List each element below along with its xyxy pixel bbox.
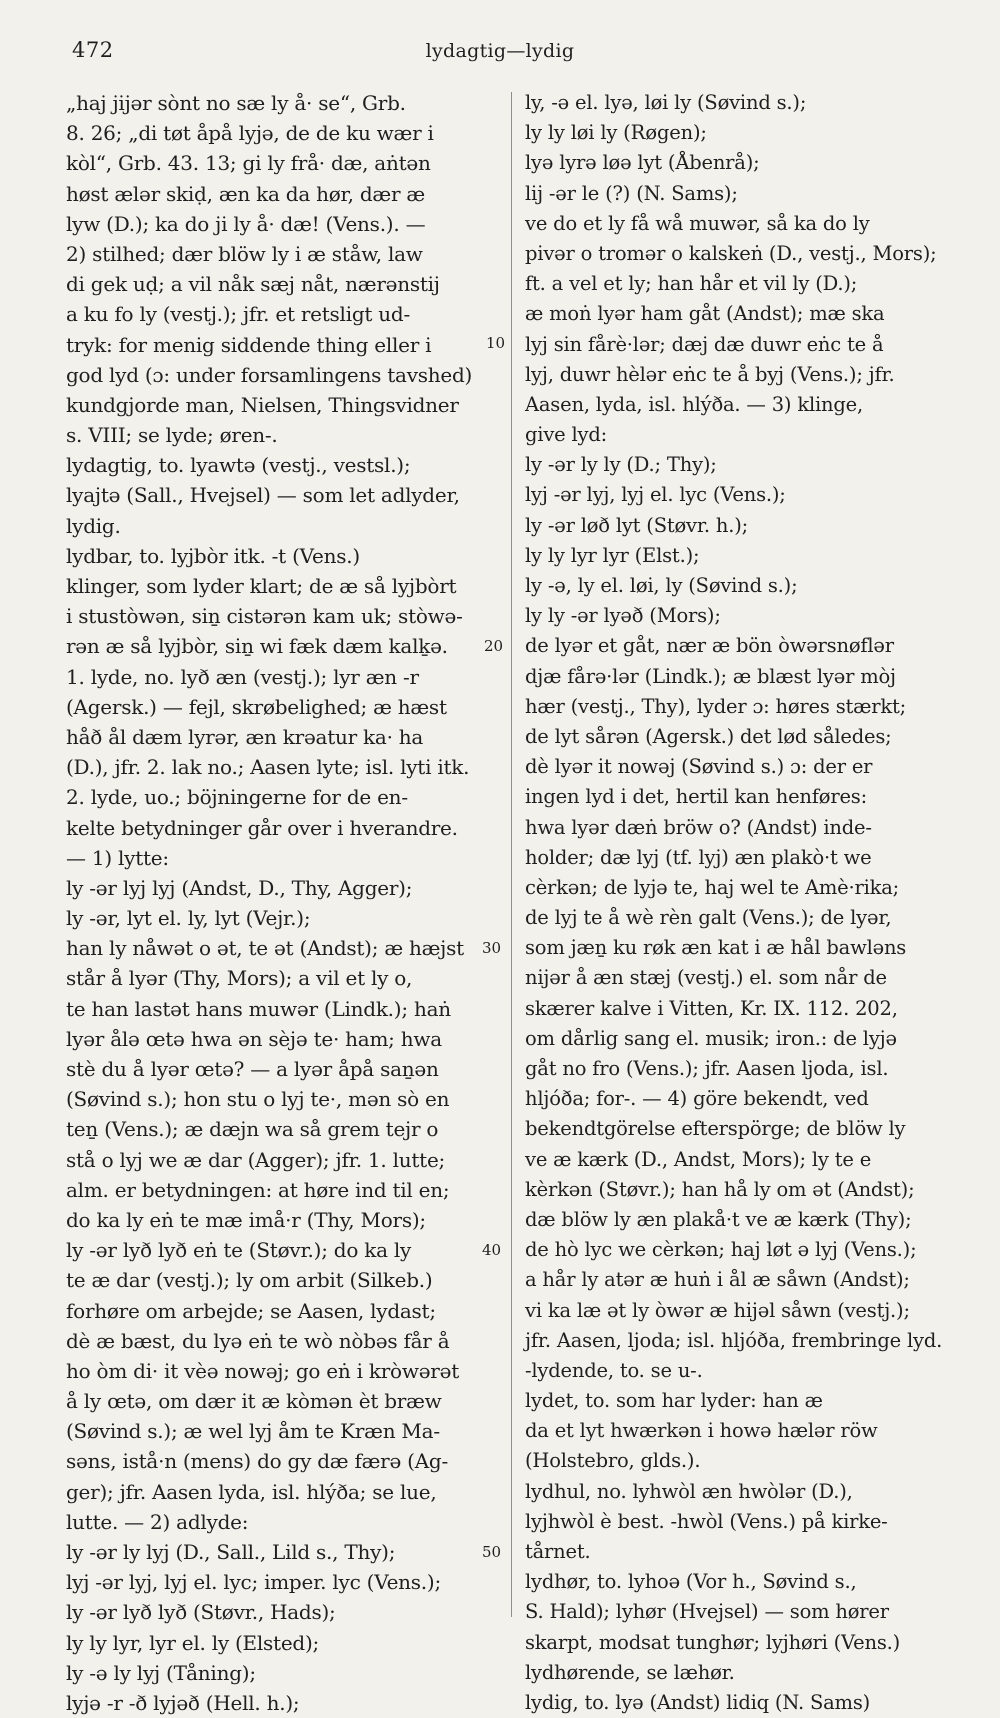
right-column-line-23: dè lyər it nowəj (Søvind s.) ɔ: der er xyxy=(525,755,873,779)
left-column-line-52: ly ly lyr, lyr el. ly (Elsted); xyxy=(66,1630,320,1655)
left-column-line-12: s. VIII; se lyde; øren-. xyxy=(66,423,278,448)
right-column-line-49: tårnet. xyxy=(525,1540,591,1563)
line-number-40: 40 xyxy=(482,1241,502,1259)
left-column-line-17: klinger, som lyder klart; de æ så lyjbòrt xyxy=(66,574,457,598)
right-column-line-15: ly -ər løð lyt (Støvr. h.); xyxy=(525,513,748,537)
left-column-line-41: forhøre om arbejde; se Aasen, lydast; xyxy=(66,1298,436,1323)
line-number-50: 50 xyxy=(482,1543,502,1561)
right-column-line-39: de hò lyc we cèrkən; haj løt ə lyj (Vens.); xyxy=(525,1238,917,1262)
right-column-line-27: cèrkən; de lyjə te, haj wel te Amè·rika; xyxy=(525,875,900,899)
right-column-line-45: da et lyt hwærkən i howə hælər röw xyxy=(525,1419,878,1443)
right-column-line-36: ve æ kærk (D., Andst, Mors); ly te e xyxy=(525,1147,872,1171)
left-column-line-46: səns, istå·n (mens) do gy dæ færə (Ag- xyxy=(66,1449,448,1474)
right-column-line-46: (Holstebro, glds.). xyxy=(525,1449,701,1473)
right-column-line-21: hær (vestj., Thy), lyder ɔ: høres stærkt; xyxy=(525,694,907,718)
right-column-line-20: djæ fårə·lər (Lindk.); æ blæst lyər mòj xyxy=(525,664,896,688)
left-column-line-27: ly -ər lyj lyj (Andst, D., Thy, Agger); xyxy=(66,875,413,900)
right-column-line-35: bekendtgörelse efterspörge; de blöw ly xyxy=(525,1117,906,1141)
left-column-line-22: håð ål dæm lyrər, æn krəatur ka· ha xyxy=(66,724,424,749)
left-column-line-24: 2. lyde, uo.; böjningerne for de en- xyxy=(66,785,408,810)
left-column-line-44: å ly œtə, om dær it æ kòmən èt bræw xyxy=(66,1389,442,1414)
right-column-line-34: hljóða; for-. — 4) göre bekendt, ved xyxy=(525,1087,869,1111)
right-column-line-40: a hår ly atər æ huṅ i ål æ såwn (Andst); xyxy=(525,1268,910,1292)
right-column-line-2: ly ly løi ly (Røgen); xyxy=(525,121,707,145)
left-column-line-37: alm. er betydningen: at høre ind til en; xyxy=(66,1177,450,1202)
right-column-line-1: ly, -ə el. lyə, løi ly (Søvind s.); xyxy=(525,91,807,114)
right-column-line-11: Aasen, lyda, isl. hlýða. — 3) klinge, xyxy=(525,392,864,416)
left-column-line-36: stå o lyj we æ dar (Agger); jfr. 1. lutte; xyxy=(66,1147,446,1172)
left-column-line-53: ly -ə ly lyj (Tåning); xyxy=(66,1660,256,1685)
right-column-line-12: give lyd: xyxy=(525,423,607,447)
left-column-line-30: står å lyər (Thy, Mors); a vil et ly o, xyxy=(66,966,413,991)
left-column-line-21: (Agersk.) — fejl, skrøbelighed; æ hæst xyxy=(66,694,447,719)
line-number-20: 20 xyxy=(484,637,504,655)
left-column-line-43: ho òm di· it vèə nowəj; go eṅ i kròwərət xyxy=(66,1358,459,1383)
right-column-line-29: som jæṉ ku røk æn kat i æ hål bawləns xyxy=(525,936,907,960)
left-column-line-5: lyw (D.); ka do ji ly å· dæ! (Vens.). — xyxy=(66,211,426,236)
left-column-line-2: 8. 26; „di tøt åpå lyjə, de de ku wær i xyxy=(66,121,434,146)
right-column-line-13: ly -ər ly ly (D.; Thy); xyxy=(525,453,717,477)
left-column-line-13: lydagtig, to. lyawtə (vestj., vestsl.); xyxy=(66,453,411,478)
left-column-line-6: 2) stilhed; dær blöw ly i æ ståw, law xyxy=(66,241,423,266)
left-column-line-19: rən æ så lyjbòr, siṉ wi fæk dæm kalḵə. xyxy=(66,634,448,659)
left-column-line-35: teṉ (Vens.); æ dæjn wa så grem tejr o xyxy=(66,1117,439,1142)
right-column-line-17: ly -ə, ly el. løi, ly (Søvind s.); xyxy=(525,574,798,597)
left-column-line-50: lyj -ər lyj, lyj el. lyc; imper. lyc (Vens.); xyxy=(66,1570,441,1595)
right-column-line-43: -lydende, to. se u-. xyxy=(525,1358,703,1382)
left-column-line-15: lydig. xyxy=(66,513,121,538)
right-column-line-6: pivər o tromər o kalskeṅ (D., vestj., Mors); xyxy=(525,241,937,265)
right-column-line-51: S. Hald); lyhør (Hvejsel) — som hører xyxy=(525,1600,889,1624)
right-column-line-8: æ moṅ lyər ham gåt (Andst); mæ ska xyxy=(525,302,885,326)
left-column-line-26: — 1) lytte: xyxy=(66,845,169,870)
left-column-line-8: a ku fo ly (vestj.); jfr. et retsligt ud- xyxy=(66,302,410,327)
right-column-line-7: ft. a vel et ly; han hår et vil ly (D.); xyxy=(525,272,858,296)
right-column-line-30: nijər å æn stæj (vestj.) el. som når de xyxy=(525,966,887,990)
left-column-line-28: ly -ər, lyt el. ly, lyt (Vejr.); xyxy=(66,906,311,931)
right-column-line-28: de lyj te å wè rèn galt (Vens.); de lyər, xyxy=(525,906,892,930)
running-head: lydagtig—lydig xyxy=(425,40,575,62)
right-column-line-53: lydhørende, se læhør. xyxy=(525,1660,735,1684)
left-column-line-1: „haj jijər sònt no sæ ly å· se“, Grb. xyxy=(66,91,406,115)
left-column-line-9: tryk: for menig siddende thing eller i xyxy=(66,332,432,357)
right-column-line-32: om dårlig sang el. musik; iron.: de lyjə xyxy=(525,1026,897,1050)
left-column-line-11: kundgjorde man, Nielsen, Thingsvidner xyxy=(66,392,459,417)
left-column-line-4: høst ælər skiḍ, æn ka da hør, dær æ xyxy=(66,181,425,206)
left-column-line-10: god lyd (ɔ: under forsamlingens tavshed) xyxy=(66,362,473,387)
column-rule xyxy=(511,92,512,1617)
left-column-line-40: te æ dar (vestj.); ly om arbit (Silkeb.) xyxy=(66,1268,433,1293)
right-column-line-25: hwa lyər dæṅ bröw o? (Andst) inde- xyxy=(525,815,872,839)
right-column-line-47: lydhul, no. lyhwòl æn hwòlər (D.), xyxy=(525,1479,853,1503)
right-column xyxy=(525,88,960,1718)
right-column-line-31: skærer kalve i Vitten, Kr. IX. 112. 202, xyxy=(525,996,898,1020)
right-column-line-44: lydet, to. som har lyder: han æ xyxy=(525,1389,823,1413)
left-column-line-47: ger); jfr. Aasen lyda, isl. hlýða; se lue, xyxy=(66,1479,437,1504)
right-column-line-4: lij -ər le (?) (N. Sams); xyxy=(525,181,738,205)
right-column-line-5: ve do et ly få wå muwər, så ka do ly xyxy=(525,211,870,235)
right-column-line-14: lyj -ər lyj, lyj el. lyc (Vens.); xyxy=(525,483,786,507)
right-column-line-37: kèrkən (Støvr.); han hå ly om ət (Andst); xyxy=(525,1177,915,1201)
left-column-line-54: lyjə -r -ð lyjəð (Hell. h.); xyxy=(66,1690,300,1715)
right-column-line-22: de lyt sårən (Agersk.) det lød således; xyxy=(525,724,892,748)
right-column-line-52: skarpt, modsat tunghør; lyjhøri (Vens.) xyxy=(525,1630,901,1654)
right-column-line-19: de lyər et gåt, nær æ bön òwərsnøflər xyxy=(525,634,894,658)
left-column-line-7: di gek uḍ; a vil nåk sæj nåt, nærənstij xyxy=(66,272,440,297)
left-column-line-25: kelte betydninger går over i hverandre. xyxy=(66,815,458,840)
right-column-line-3: lyə lyrə løə lyt (Åbenrå); xyxy=(525,151,760,175)
left-column-line-33: stè du å lyər œtə? — a lyər åpå saṉən xyxy=(66,1057,439,1081)
left-column-line-32: lyər ålə œtə hwa ən sèjə te· ham; hwa xyxy=(66,1026,442,1051)
left-column-line-48: lutte. — 2) adlyde: xyxy=(66,1509,249,1534)
left-column-line-14: lyajtə (Sall., Hvejsel) — som let adlyder, xyxy=(66,483,460,508)
left-column-line-16: lydbar, to. lyjbòr itk. -t (Vens.) xyxy=(66,543,360,568)
right-column-line-54: lydig, to. lyə (Andst) lidiq (N. Sams) xyxy=(525,1690,871,1714)
left-column-line-29: han ly nåwət o ət, te ət (Andst); æ hæjst xyxy=(66,936,464,961)
left-column-line-23: (D.), jfr. 2. lak no.; Aasen lyte; isl. lyti itk. xyxy=(66,755,470,780)
right-column-line-38: dæ blöw ly æn plakå·t ve æ kærk (Thy); xyxy=(525,1207,912,1231)
left-column-line-38: do ka ly eṅ te mæ imå·r (Thy, Mors); xyxy=(66,1207,426,1232)
left-column-line-45: (Søvind s.); æ wel lyj åm te Kræn Ma- xyxy=(66,1419,440,1444)
right-column-line-33: gåt no fro (Vens.); jfr. Aasen ljoda, isl. xyxy=(525,1057,889,1080)
left-column-line-39: ly -ər lyð lyð eṅ te (Støvr.); do ka ly xyxy=(66,1238,412,1263)
right-column-line-48: lyjhwòl è best. -hwòl (Vens.) på kirke- xyxy=(525,1509,888,1533)
line-number-10: 10 xyxy=(486,334,506,352)
left-column-line-20: 1. lyde, no. lyð æn (vestj.); lyr æn -r xyxy=(66,664,419,689)
right-column-line-24: ingen lyd i det, hertil kan henføres: xyxy=(525,785,867,809)
left-column-line-42: dè æ bæst, du lyə eṅ te wò nòbəs får å xyxy=(66,1328,450,1353)
left-column-line-34: (Søvind s.); hon stu o lyj te·, mən sò en xyxy=(66,1087,450,1112)
left-column-line-31: te han lastət hans muwər (Lindk.); haṅ xyxy=(66,996,451,1021)
right-column-line-42: jfr. Aasen, ljoda; isl. hljóða, frembringe lyd. xyxy=(525,1328,943,1352)
line-number-30: 30 xyxy=(482,939,502,957)
right-column-line-10: lyj, duwr hèlər eṅc te å byj (Vens.); jfr. xyxy=(525,362,895,386)
page-number: 472 xyxy=(72,38,114,62)
right-column-line-18: ly ly -ər lyəð (Mors); xyxy=(525,604,721,628)
right-column-line-50: lydhør, to. lyhoə (Vor h., Søvind s., xyxy=(525,1570,857,1594)
right-column-line-41: vi ka læ ət ly òwər æ hijəl såwn (vestj.); xyxy=(525,1298,910,1322)
left-column xyxy=(66,88,514,1718)
left-column-line-18: i stustòwən, siṉ cistərən kam uk; stòwə- xyxy=(66,604,463,629)
right-column-line-26: holder; dæ lyj (tf. lyj) æn plakò·t we xyxy=(525,845,872,869)
left-column-line-51: ly -ər lyð lyð (Støvr., Hads); xyxy=(66,1600,336,1625)
right-column-line-9: lyj sin fårè·lər; dæj dæ duwr eṅc te å xyxy=(525,332,884,356)
left-column-line-3: kòl“, Grb. 43. 13; gi ly frå· dæ, aṅtən xyxy=(66,151,431,176)
left-column-line-49: ly -ər ly lyj (D., Sall., Lild s., Thy); xyxy=(66,1540,396,1564)
right-column-line-16: ly ly lyr lyr (Elst.); xyxy=(525,543,700,567)
